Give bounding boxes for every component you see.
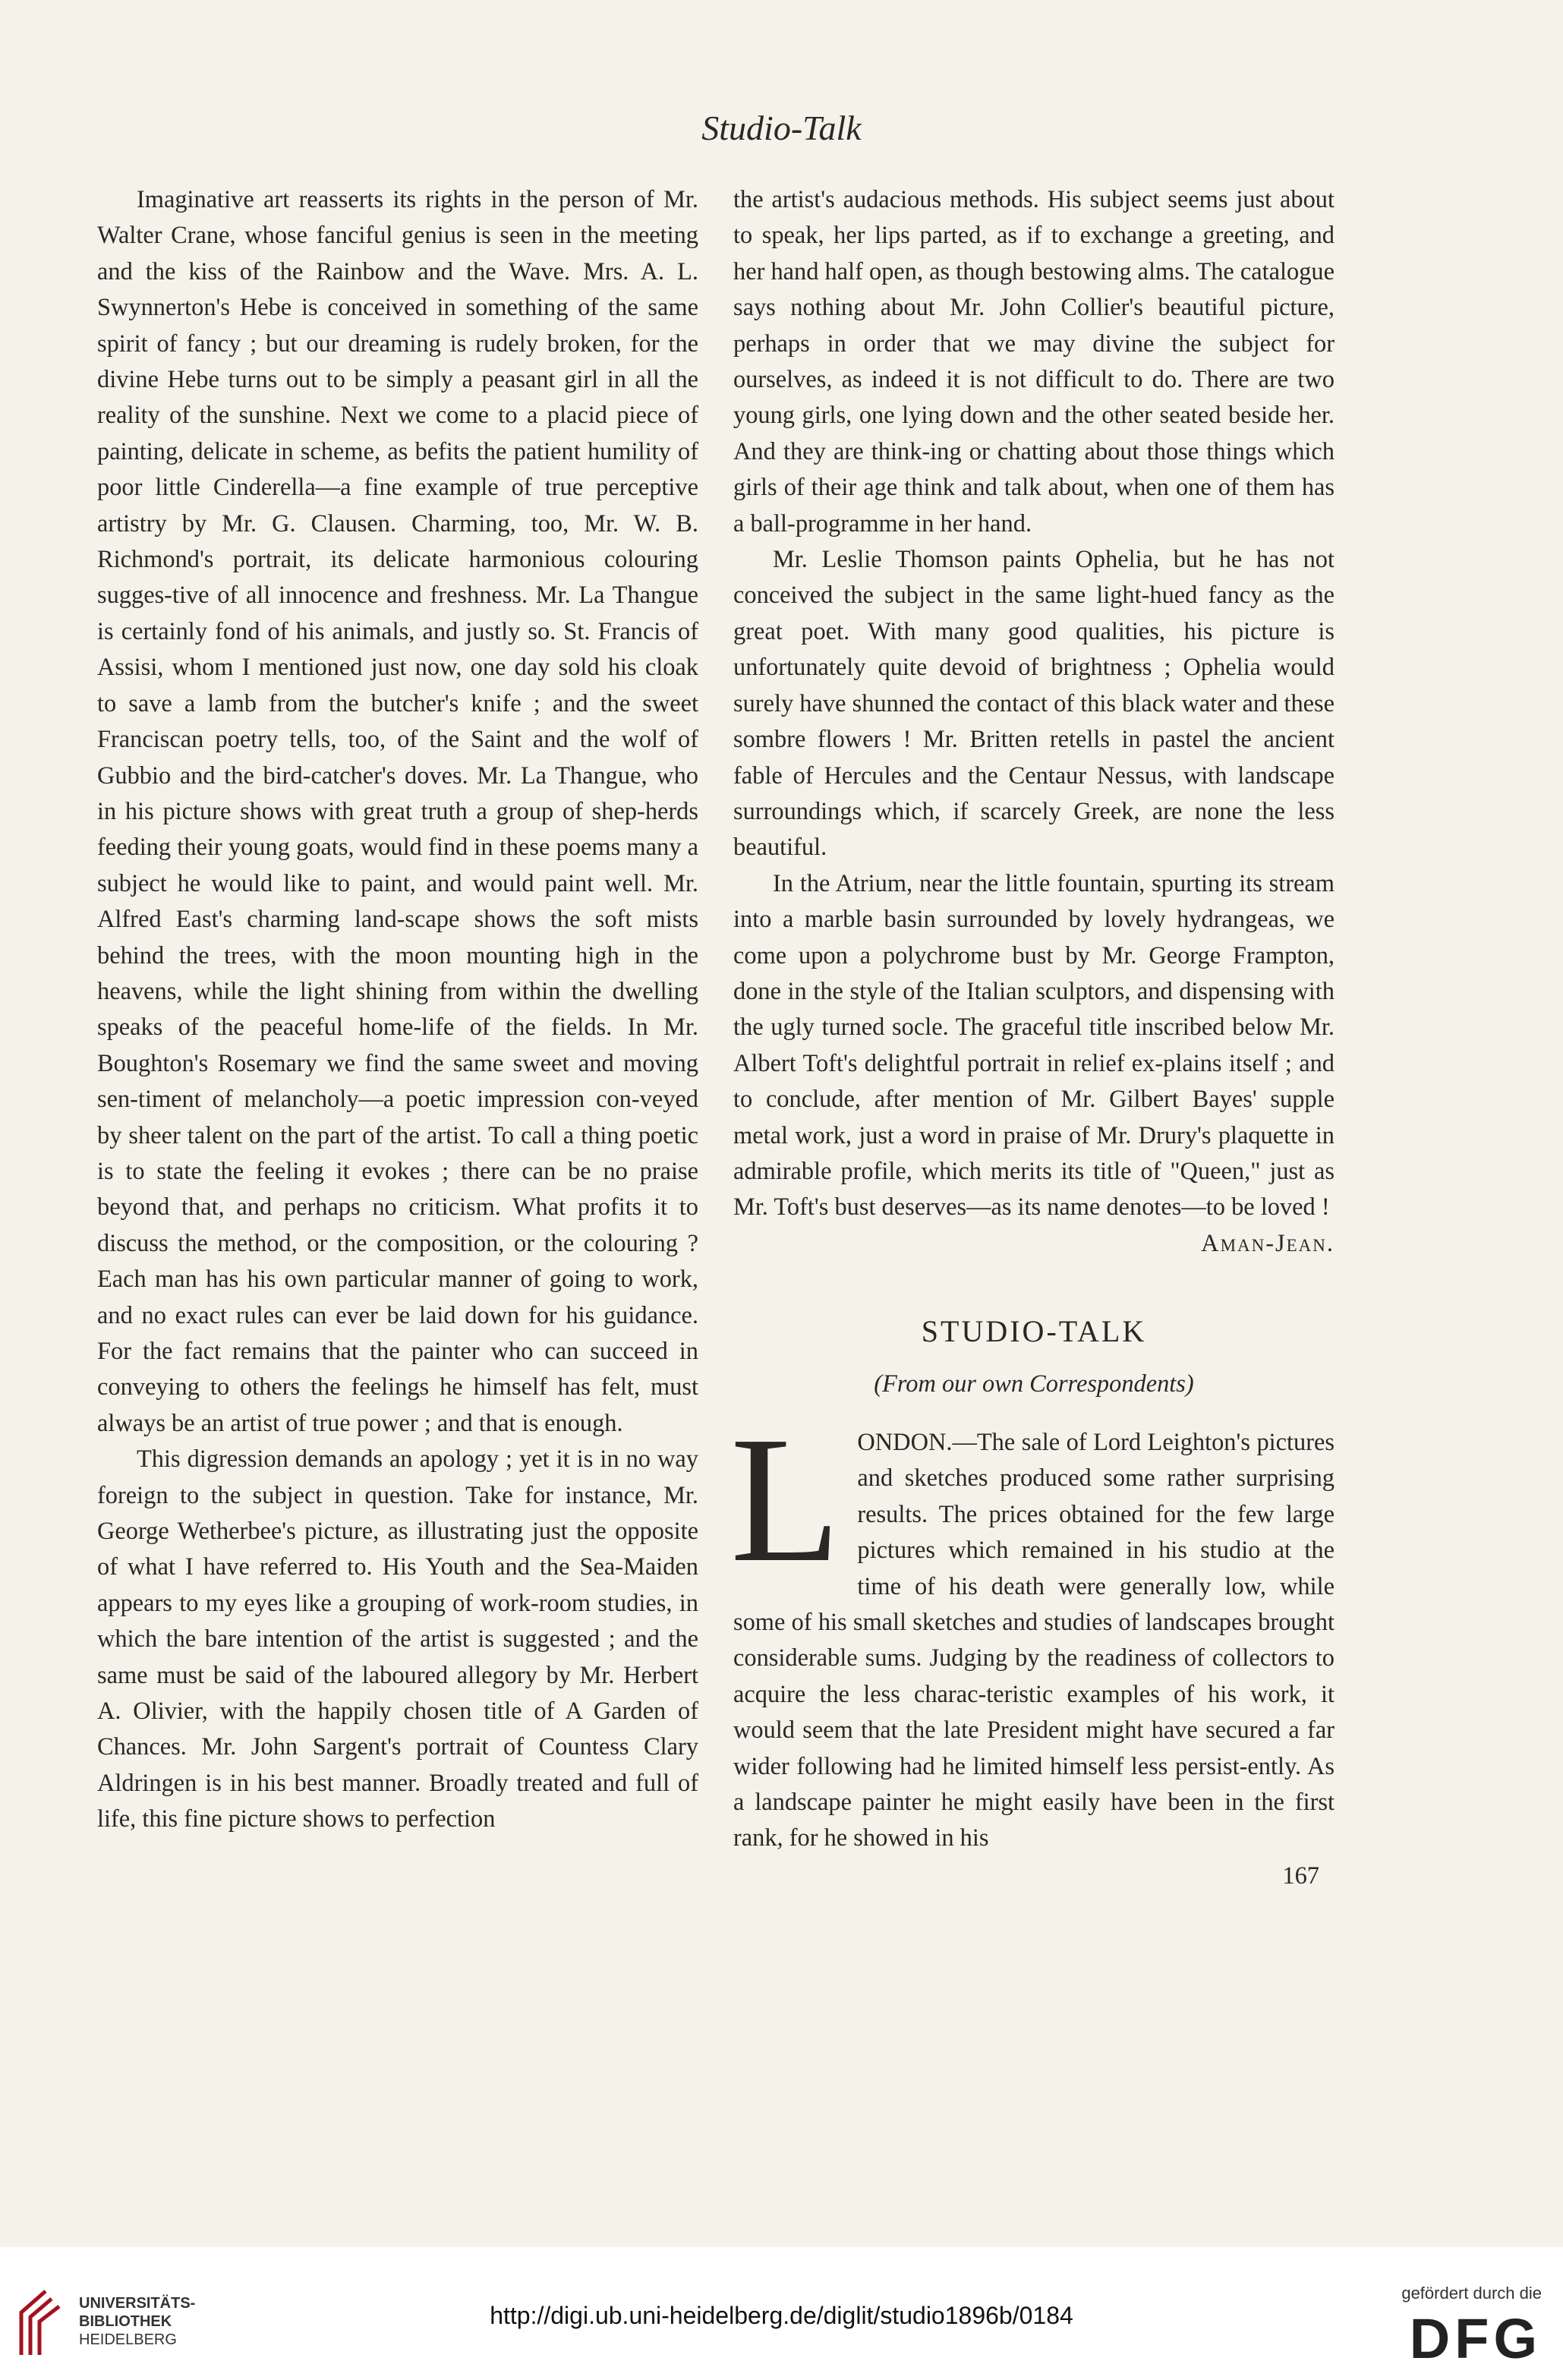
paragraph: Mr. Leslie Thomson paints Ophelia, but he has not conceived the subject in the same light-hued fancy as the great poet. With many good qualities, his picture is unfortunately quite devoid of brightness ; Ophelia would surely have shunned the contact of this black water and these sombre flowers ! Mr. Britten retells in pastel the ancient fable of Hercules and the Centaur Nessus, with landscape surroundings which, if scarcely Greek, are none the less beautiful. <box>733 546 1335 862</box>
london-paragraph <box>730 1400 1335 1857</box>
paragraph: the artist's audacious methods. His subject seems just about to speak, her lips parted, as if to exchange a greeting, and her hand half open, as though bestowing alms. The catalogue says nothing about Mr. John Collier's beautiful picture, perhaps in order that we may divine the subject for ourselves, as indeed it is not difficult to do. There are two young girls, one lying down and the other seated beside her. And they are think-ing or chatting about those things which girls of their age think and talk about, when one of them has a ball-programme in her hand. <box>733 186 1335 537</box>
library-name-line: HEIDELBERG <box>79 2331 177 2348</box>
running-head: Studio-Talk <box>701 109 862 147</box>
dfg-logo: DFG <box>1409 2307 1542 2370</box>
drop-cap: L <box>730 1400 841 1600</box>
paragraph: Imaginative art reasserts its rights in the person of Mr. Walter Crane, whose fanciful genius is seen in the meeting and the kiss of the Rainbow and the Wave. Mrs. A. L. Swynnerton's Hebe is conceived in something of the same spirit of fancy ; but our dreaming is rudely broken, for the divine Hebe turns out to be simply a peasant girl in all the reality of the sunshine. Next we come to a placid piece of painting, delicate in scheme, as befits the patient humility of poor little Cinderella—a fine example of true perceptive artistry by Mr. G. Clausen. Charming, too, Mr. W. B. Richmond's portrait, its delicate harmonious colouring sugges-tive of all innocence and freshness. Mr. La Thangue is certainly fond of his animals, and justly so. St. Francis of Assisi, whom I mentioned just now, one day sold his cloak to save a lamb from the butcher's knife ; and the sweet Franciscan poetry tells, too, of the Saint and the wolf of Gubbio and the bird-catcher's doves. Mr. La Thangue, who in his picture shows with great truth a group of shep-herds feeding their young goats, would find in these poems many a subject he would like to paint, and would paint well. Mr. Alfred East's charming land-scape shows the soft mists behind the trees, with the moon mounting high in the heavens, while the light shining from within the dwelling speaks of the peaceful home-life of the fields. In Mr. Boughton's Rosemary we find the same sweet and moving sen-timent of melancholy—a poetic impression con-veyed by sheer talent on the part of the artist. To call a thing poetic is to state the feeling it evokes ; there can be no praise beyond that, and perhaps no criticism. What profits it to discuss the method, or the composition, or the colouring ? Each man has his own particular manner of going to work, and no exact rules can ever be laid down for his guidance. For the fact remains that the painter who can succeed in conveying to others the feelings he himself has felt, must always be an artist of true power ; and that is enough. <box>97 186 698 1437</box>
page-number: 167 <box>1282 1861 1319 1890</box>
library-name-line: UNIVERSITÄTS- <box>79 2295 196 2312</box>
author-signature: Aman-Jean. <box>1201 1229 1335 1257</box>
funded-by-label: gefördert durch die <box>1401 2284 1542 2303</box>
left-column <box>97 182 698 1838</box>
section-subtitle: (From our own Correspondents) <box>874 1370 1194 1398</box>
section-title: STUDIO-TALK <box>921 1314 1147 1349</box>
london-text: ONDON.—The sale of Lord Leighton's pictures and sketches produced some rather surprising results. The prices obtained for the few large pictures which remained in his studio at the time of his death were generally low, while some of his small sketches and studies of landscapes brought considerable sums. Judging by the readiness of collectors to acquire the less charac-teristic examples of his work, it would seem that the late President might have secured a far wider following had he limited himself less persist-ently. As a landscape painter he might easily have been in the first rank, for he showed in his <box>733 1429 1335 1852</box>
right-column <box>730 182 1335 1894</box>
source-url-link[interactable]: http://digi.ub.uni-heidelberg.de/diglit/studio1896b/0184 <box>490 2302 1073 2329</box>
paragraph: In the Atrium, near the little fountain, spurting its stream into a marble basin surrounded by lovely hydrangeas, we come upon a polychrome bust by Mr. George Frampton, done in the style of the Italian sculptors, and dispensing with the ugly turned socle. The graceful title inscribed below Mr. Albert Toft's delightful portrait in relief ex-plains itself ; and to conclude, after mention of Mr. Gilbert Bayes' supple metal work, just a word in praise of Mr. Drury's plaquette in admirable profile, which merits its title of "Queen," just as Mr. Toft's bust deserves—as its name denotes—to be loved ! <box>733 869 1335 1222</box>
digitization-footer <box>0 2247 1563 2380</box>
library-name-line: BIBLIOTHEK <box>79 2313 172 2330</box>
paragraph: This digression demands an apology ; yet it is in no way foreign to the subject in question. Take for instance, Mr. George Wetherbee's picture, as illustrating just the opposite of what I have referred to. His Youth and the Sea-Maiden appears to my eyes like a grouping of work-room studies, in which the bare intention of the artist is suggested ; and the same must be said of the laboured allegory by Mr. Herbert A. Olivier, with the happily chosen title of A Garden of Chances. Mr. John Sargent's portrait of Countess Clary Aldringen is in his best manner. Broadly treated and full of life, this fine picture shows to perfection <box>97 1445 698 1833</box>
signature-row <box>733 1226 1335 1262</box>
